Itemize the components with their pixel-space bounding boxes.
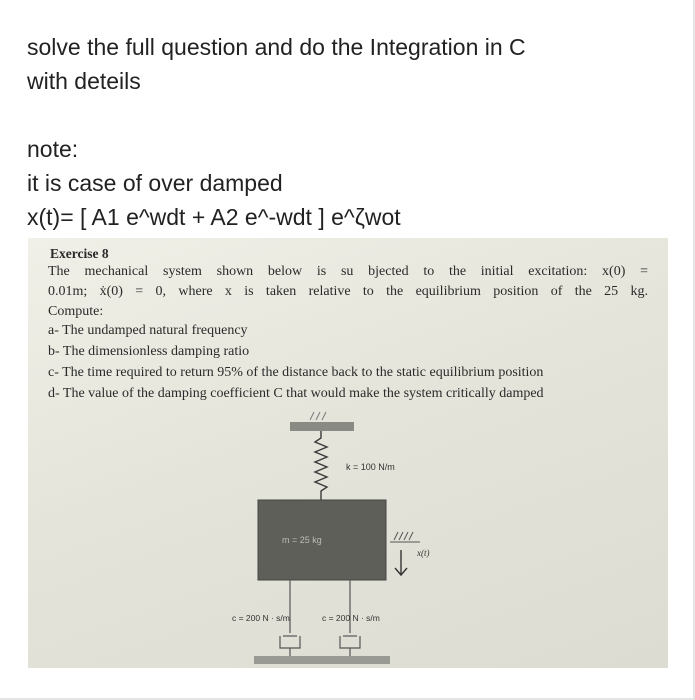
ceiling-hatch [310, 412, 326, 420]
exercise-item-c: c- The time required to return 95% of the distance back to the static equilibrium position [48, 365, 544, 380]
ground [254, 656, 390, 664]
spring-label: k = 100 N/m [346, 462, 395, 472]
exercise-title: Exercise 8 [50, 246, 109, 261]
damper-left-label: c = 200 N · s/m [232, 613, 290, 623]
exercise-item-d: d- The value of the damping coefficient C that would make the system critically damped [48, 386, 544, 401]
spring [315, 431, 327, 500]
question-text [27, 30, 667, 234]
mass-label: m = 25 kg [282, 535, 322, 545]
exercise-item-a: a- The undamped natural frequency [48, 323, 248, 338]
exercise-photo [28, 238, 668, 668]
reference-hatch [394, 532, 413, 540]
damper-right-cylinder [340, 636, 360, 648]
exercise-item-b: b- The dimensionless damping ratio [48, 344, 250, 359]
exercise-compute: Compute: [48, 304, 104, 319]
damper-left-cylinder [280, 636, 300, 648]
ceiling-support [290, 422, 354, 431]
mass-spring-damper-diagram [28, 238, 668, 668]
question-line-2: with deteils [27, 68, 141, 94]
damper-right-label: c = 200 N · s/m [322, 613, 380, 623]
note-line-2: x(t)= [ A1 e^wdt + A2 e^-wdt ] e^ζwot [27, 204, 401, 230]
mass-block [258, 500, 386, 580]
note-line-1: it is case of over damped [27, 170, 283, 196]
note-label: note: [27, 136, 79, 162]
displacement-label: x(t) [417, 548, 430, 558]
exercise-intro-2: 0.01m; ẋ(0) = 0, where x is taken relative to the equilibrium position of the 25 kg. [48, 284, 648, 299]
question-line-1: solve the full question and do the Integration in C [27, 34, 526, 60]
exercise-intro-1: The mechanical system shown below is su bjected to the initial excitation: x(0) = [48, 264, 648, 279]
